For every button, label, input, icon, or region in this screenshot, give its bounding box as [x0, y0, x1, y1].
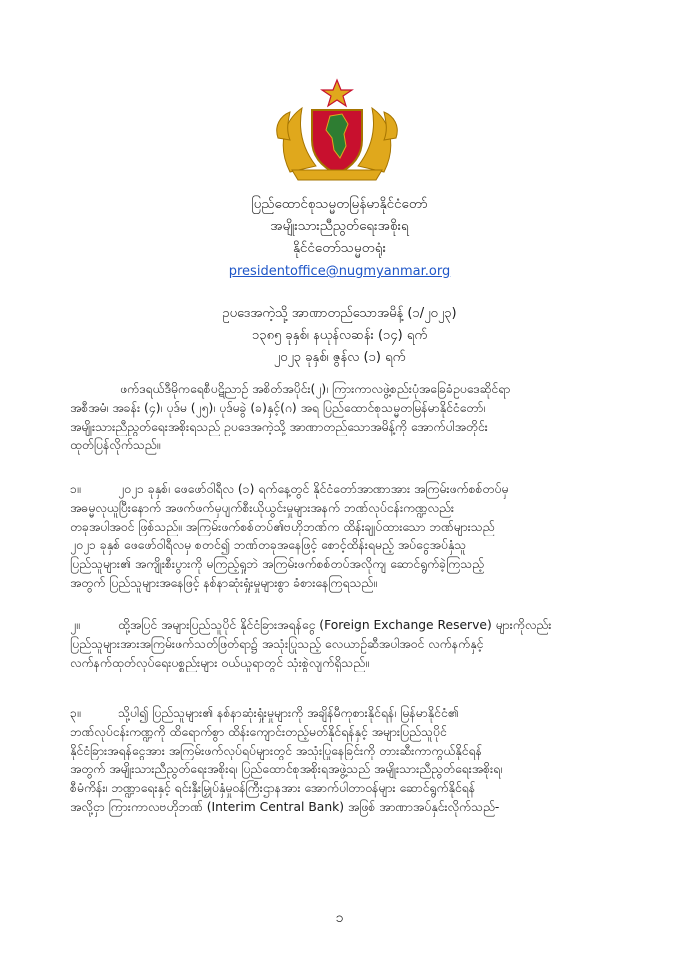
- paragraph-line: နိုင်ငံခြားအရန်ငွေအား အကြမ်းဖက်လုပ်ရပ်များတွင် အသုံးပြုနေခြင်းကို တားဆီးကာကွယ်နိုင်ရန်: [70, 743, 482, 758]
- paragraph-line: စီမံကိန်း၊ ဘဏ္ဍာရေးနှင့် ရင်းနှီးမြှုပ်နှံမှုဝန်ကြီးဌာနအား အောက်ပါတာဝန်များ ဆောင်ရွက်နိုင်ရန်: [70, 781, 476, 796]
- paragraph-line: ထို့အပြင် အများပြည်သူပိုင် နိုင်ငံခြားအရန်ငွေ (Foreign Exchange Reserve) များကိုလည်း: [118, 618, 552, 632]
- paragraph-line: ပြည်သူများအားအကြမ်းဖက်သတ်ဖြတ်ရာ၌ အသုံးပြုသည့် လေယာဉ်ဆီအပါအဝင် လက်နက်နှင့်: [70, 636, 484, 651]
- paragraph-1: [70, 480, 618, 593]
- paragraph-line: လက်နက်ထုတ်လုပ်ရေးပစ္စည်းများ ဝယ်ယူရာတွင် သုံးစွဲလျက်ရှိသည်။: [70, 655, 369, 670]
- paragraph-line: အစီအမံ၊ အခန်း (၄)၊ ပုဒ်မ (၂၅)၊ ပုဒ်မခွဲ (ခ)နှင့်(ဂ) အရ ပြည်ထောင်စုသမ္မတမြန်မာနိုင်ငံတော်၊: [70, 400, 486, 415]
- date-myanmar: ၁၃၈၅ ခုနှစ်၊ နယုန်လဆန်း (၁၄) ရက်: [251, 328, 428, 343]
- paragraph-number: ၁။: [70, 482, 81, 496]
- header-country: ပြည်ထောင်စုသမ္မတမြန်မာနိုင်ငံတော်: [251, 196, 428, 212]
- paragraph-number: ၃။: [70, 706, 81, 720]
- paragraph-line: တခုအပါအဝင် ဖြစ်သည်။ အကြမ်းဖက်စစ်တပ်၏ဗဟိုဘဏ်က ထိန်းချုပ်ထားသော ဘဏ်များသည်: [70, 519, 495, 534]
- date-gregorian: ၂၀၂၃ ခုနှစ်၊ ဇွန်လ (၁) ရက်: [273, 350, 406, 365]
- order-title: ဥပဒေအကဲ့သို့ အာဏာတည်သောအမိန့် (၁/၂၀၂၃): [222, 306, 457, 321]
- paragraph-number: ၂။: [70, 618, 80, 632]
- paragraph-line: ထုတ်ပြန်လိုက်သည်။: [70, 438, 161, 453]
- paragraph-2: [70, 616, 618, 672]
- paragraph-line: ပြည်သူများ၏ အကျိုးစီးပွားကို မကြည့်ရှုဘဲ အကြမ်းဖက်စစ်တပ်အလိုကျ ဆောင်ရွက်ခဲ့ကြသည့်: [70, 557, 484, 572]
- paragraph-line: အတွက် ပြည်သူများအနေဖြင့် နစ်နာဆုံးရှုံးမှုများစွာ ခံစားနေကြရသည်။: [70, 575, 378, 590]
- paragraph-line: ၂၀၂၁ ခုနှစ် ဖေဖော်ဝါရီလမှ စတင်၍ ဘဏ်တခုအနေဖြင့် စောင့်ထိန်းရမည့် အပ်ငွေအပ်နှံသူ: [70, 538, 467, 553]
- paragraph-line: အမျိုးသားညီညွတ်ရေးအစိုးရသည် ဥပဒေအကဲ့သို့ အာဏာတည်သောအမိန့်ကို အောက်ပါအတိုင်း: [70, 419, 488, 434]
- header-government: အမျိုးသားညီညွတ်ရေးအစိုးရ: [270, 218, 409, 234]
- paragraph-line: ၂၀၂၁ ခုနှစ်၊ ဖေဖော်ဝါရီလ (၁) ရက်နေ့တွင် နိုင်ငံတော်အာဏာအား အကြမ်းဖက်စစ်တပ်မှ: [118, 482, 509, 496]
- state-emblem-icon: [272, 78, 402, 186]
- paragraph-3: [70, 704, 618, 817]
- paragraph-line: အတွက် အမျိုးသားညီညွတ်ရေးအစိုးရ၊ ပြည်ထောင်စုအစိုးရအဖွဲ့သည် အမျိုးသားညီညွတ်ရေးအစိုးရ၊: [70, 762, 503, 777]
- paragraph-line: ဘဏ်လုပ်ငန်းကဏ္ဍကို ထိရောက်စွာ ထိန်းကျောင်းတည့်မတ်နိုင်ရန်နှင့် အများပြည်သူပိုင်: [70, 724, 447, 739]
- header-office: နိုင်ငံတော်သမ္မတရုံး: [292, 240, 387, 256]
- email-link[interactable]: presidentoffice@nugmyanmar.org: [228, 264, 451, 279]
- paragraph-line: အဓမ္မလုယူပြီးနောက် အဖက်ဖက်မှပျက်စီးယိုယွင်းမှုများအနက် ဘဏ်လုပ်ငန်းကဏ္ဍလည်း: [70, 500, 455, 515]
- paragraph-line: အလို့ငှာ ကြားကာလဗဟိုဘဏ် (Interim Central Bank) အဖြစ် အာဏာအပ်နှင်းလိုက်သည်-: [70, 799, 500, 814]
- preamble-paragraph: [70, 380, 618, 455]
- page-number: ၁: [335, 910, 344, 926]
- paragraph-line: သို့ပါ၍ ပြည်သူများ၏ နစ်နာဆုံးရှုံးမှုများကို အချိန်မီကုစားနိုင်ရန်၊ မြန်မာနိုင်ငံ၏: [118, 706, 459, 720]
- paragraph-line: ဖက်ဒရယ်ဒီမိုကရေစီပဋိညာဉ် အစိတ်အပိုင်း(၂)၊ ကြားကာလဖွဲ့စည်းပုံအခြေခံဥပဒေဆိုင်ရာ: [120, 382, 511, 396]
